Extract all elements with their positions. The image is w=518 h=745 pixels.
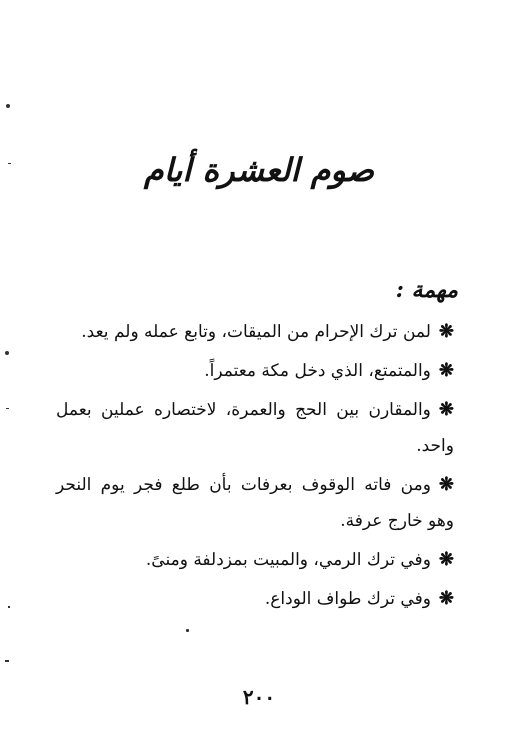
scan-speck: [5, 351, 9, 355]
list-item: [56, 467, 454, 539]
subsection-heading: مهمة :: [395, 277, 458, 303]
scan-speck: [6, 104, 10, 108]
bullet-star-icon: ❋: [438, 549, 454, 570]
list-item-text: وفي ترك الرمي، والمبيت بمزدلفة ومنىً.: [145, 550, 431, 570]
list-item: [56, 392, 454, 464]
list-item: [56, 581, 454, 617]
list-item-text: وفي ترك طواف الوداع.: [264, 589, 431, 609]
scan-speck: [6, 408, 9, 409]
scan-speck: [8, 163, 11, 164]
page-number: ٢٠٠: [242, 685, 276, 709]
bullet-star-icon: ❋: [438, 321, 454, 342]
list-item: [56, 353, 454, 389]
list-item: [56, 542, 454, 578]
bullet-star-icon: ❋: [438, 360, 454, 381]
bullet-star-icon: ❋: [438, 474, 454, 495]
list-item-text: والمتمتع، الذي دخل مكة معتمراً.: [204, 361, 431, 381]
scan-speck: [186, 629, 189, 632]
scan-speck: [8, 606, 10, 608]
bullet-star-icon: ❋: [438, 588, 454, 609]
list-item-text: لمن ترك الإحرام من الميقات، وتابع عمله ولم يعد.: [81, 322, 431, 342]
list-item-text: ومن فاته الوقوف بعرفات بأن طلع فجر يوم النحر وهو خارج عرفة.: [56, 475, 454, 531]
bullet-star-icon: ❋: [438, 399, 454, 420]
scan-speck: [5, 660, 9, 662]
list-item-text: والمقارن بين الحج والعمرة، لاختصاره عملين بعمل واحد.: [56, 400, 454, 456]
list-item: [56, 314, 454, 350]
section-title: صوم العشرة أيام: [143, 151, 375, 189]
item-list: [56, 314, 454, 620]
